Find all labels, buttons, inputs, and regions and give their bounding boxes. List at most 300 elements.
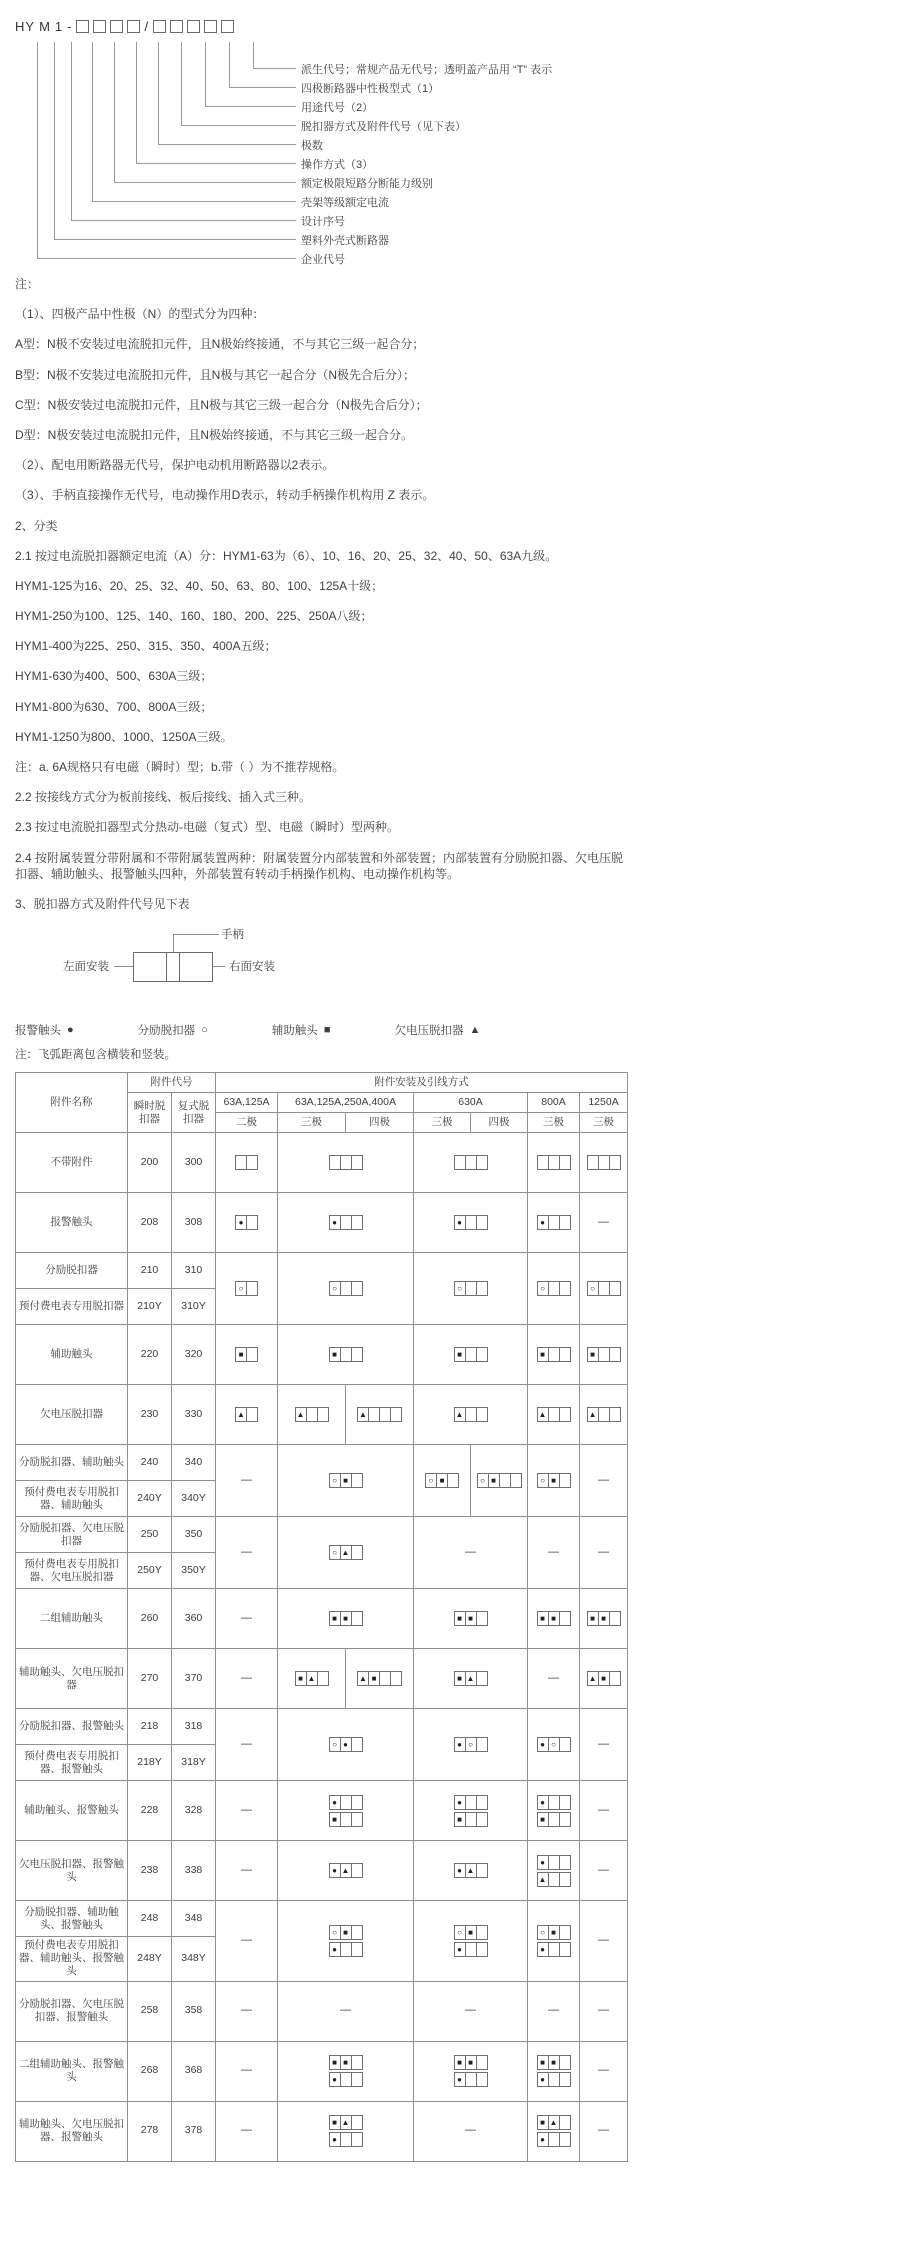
model-token: HY bbox=[15, 18, 36, 34]
col-header-rating-group: 63A,125A,250A,400A bbox=[278, 1093, 414, 1113]
classification-line: 2.1 按过电流脱扣器额定电流（A）分：HYM1-63为（6）、10、16、20、25、32、40、50、63A九级。 bbox=[15, 548, 558, 563]
install-diagram-cell bbox=[580, 1649, 628, 1709]
pole-row bbox=[537, 1281, 571, 1296]
pole-segment: ● bbox=[454, 1215, 466, 1230]
composite-code-cell: 360 bbox=[172, 1589, 216, 1649]
col-header-rating-group: 800A bbox=[528, 1093, 580, 1113]
model-box bbox=[170, 20, 183, 33]
table-row bbox=[16, 1589, 628, 1649]
composite-code-cell: 300 bbox=[172, 1133, 216, 1193]
pole-segment bbox=[476, 2072, 488, 2087]
pole-row bbox=[454, 1795, 488, 1810]
pole-row bbox=[537, 1925, 571, 1940]
instantaneous-code-cell: 200 bbox=[128, 1133, 172, 1193]
pole-row bbox=[537, 1795, 571, 1810]
pole-segment bbox=[476, 1863, 488, 1878]
pole-segment bbox=[476, 1281, 488, 1296]
col-header-rating-group: 63A,125A bbox=[216, 1093, 278, 1113]
pole-segment: ■ bbox=[340, 1925, 352, 1940]
not-available-cell: — bbox=[580, 1709, 628, 1781]
pole-diagram bbox=[416, 1473, 468, 1488]
pole-row bbox=[329, 2055, 363, 2070]
install-diagram-cell bbox=[414, 1589, 528, 1649]
pole-segment bbox=[351, 1942, 363, 1957]
section2-title: 2、分类 bbox=[15, 518, 58, 533]
instantaneous-code-cell: 250Y bbox=[128, 1553, 172, 1589]
pole-row bbox=[454, 1611, 488, 1626]
callout-line bbox=[136, 42, 137, 163]
pole-row bbox=[587, 1155, 621, 1170]
pole-segment: ■ bbox=[488, 1473, 500, 1488]
pole-diagram bbox=[280, 2115, 411, 2147]
install-diagram-cell bbox=[278, 1841, 414, 1901]
pole-segment: ● bbox=[537, 1795, 549, 1810]
handle-callout-line-drop bbox=[173, 934, 174, 952]
pole-segment: ● bbox=[537, 1215, 549, 1230]
left-mount-face bbox=[133, 952, 167, 982]
not-available-cell: — bbox=[278, 1981, 414, 2041]
pole-diagram bbox=[348, 1671, 411, 1686]
pole-row bbox=[537, 1407, 571, 1422]
pole-row bbox=[329, 1737, 363, 1752]
pole-segment: ■ bbox=[548, 1611, 560, 1626]
col-header-poles: 二极 bbox=[216, 1113, 278, 1133]
composite-code-cell: 318Y bbox=[172, 1745, 216, 1781]
pole-diagram bbox=[280, 1281, 411, 1296]
model-token: 1 bbox=[54, 18, 64, 34]
pole-diagram bbox=[582, 1611, 625, 1626]
pole-diagram bbox=[348, 1407, 411, 1422]
not-available-cell: — bbox=[216, 1589, 278, 1649]
install-diagram-cell bbox=[414, 1325, 528, 1385]
pole-segment bbox=[476, 1795, 488, 1810]
pole-diagram bbox=[280, 1671, 343, 1686]
callout-label: 操作方式（3） bbox=[301, 159, 374, 171]
handle-slot bbox=[166, 952, 180, 982]
not-available-cell: — bbox=[528, 1981, 580, 2041]
pole-segment: ■ bbox=[537, 1611, 549, 1626]
install-diagram-cell bbox=[216, 1133, 278, 1193]
pole-segment: ● bbox=[537, 2072, 549, 2087]
pole-row bbox=[235, 1347, 258, 1362]
classification-line: 2.2 按接线方式分为板前接线、板后接线、插入式三种。 bbox=[15, 790, 312, 805]
pole-diagram bbox=[280, 2055, 411, 2087]
pole-segment bbox=[559, 1407, 571, 1422]
classification-line: HYM1-1250为800、1000、1250A三级。 bbox=[15, 729, 233, 744]
pole-segment: ■ bbox=[548, 1925, 560, 1940]
accessory-name-cell: 不带附件 bbox=[16, 1133, 128, 1193]
pole-row bbox=[587, 1407, 621, 1422]
not-available-cell: — bbox=[216, 1649, 278, 1709]
pole-segment bbox=[390, 1671, 402, 1686]
pole-segment: ■ bbox=[329, 1347, 341, 1362]
accessory-name-cell: 分励脱扣器、报警触头 bbox=[16, 1709, 128, 1745]
pole-segment bbox=[510, 1473, 522, 1488]
install-diagram-cell bbox=[580, 1385, 628, 1445]
pole-diagram bbox=[530, 1925, 577, 1957]
pole-segment bbox=[351, 1737, 363, 1752]
install-diagram-cell bbox=[414, 1781, 528, 1841]
legend-symbol-shunt: ○ bbox=[201, 1024, 208, 1037]
col-header-instantaneous: 瞬时脱扣器 bbox=[128, 1093, 172, 1133]
accessory-name-cell: 分励脱扣器 bbox=[16, 1253, 128, 1289]
composite-code-cell: 350Y bbox=[172, 1553, 216, 1589]
pole-diagram bbox=[280, 1925, 411, 1957]
breaker-top-view bbox=[133, 952, 213, 982]
instantaneous-code-cell: 220 bbox=[128, 1325, 172, 1385]
pole-segment: ○ bbox=[465, 1737, 477, 1752]
callout-line bbox=[253, 42, 254, 68]
accessory-name-cell: 欠电压脱扣器、报警触头 bbox=[16, 1841, 128, 1901]
legend-symbol-alarm: ● bbox=[67, 1024, 74, 1037]
pole-segment: ■ bbox=[465, 1611, 477, 1626]
install-diagram-cell bbox=[528, 1445, 580, 1517]
legend-label: 辅助触头 bbox=[271, 1025, 318, 1038]
pole-row bbox=[587, 1671, 621, 1686]
pole-segment: ■ bbox=[340, 1473, 352, 1488]
col-header-poles: 三极 bbox=[278, 1113, 346, 1133]
install-diagram-cell bbox=[580, 1133, 628, 1193]
pole-row bbox=[537, 2132, 571, 2147]
pole-segment bbox=[476, 1155, 488, 1170]
document-content bbox=[15, 18, 635, 2162]
pole-segment: ■ bbox=[454, 1671, 466, 1686]
pole-segment: ■ bbox=[340, 1611, 352, 1626]
pole-segment: ■ bbox=[587, 1347, 599, 1362]
accessory-name-cell: 辅助触头 bbox=[16, 1325, 128, 1385]
pole-diagram bbox=[530, 1215, 577, 1230]
instantaneous-code-cell: 270 bbox=[128, 1649, 172, 1709]
note-line: （2）、配电用断路器无代号，保护电动机用断路器以2表示。 bbox=[15, 458, 335, 473]
pole-segment bbox=[559, 2132, 571, 2147]
accessory-name-cell: 二组辅助触头、报警触头 bbox=[16, 2041, 128, 2101]
pole-row bbox=[454, 1347, 488, 1362]
pole-diagram bbox=[473, 1473, 525, 1488]
right-mount-face bbox=[179, 952, 213, 982]
pole-segment: ■ bbox=[295, 1671, 307, 1686]
pole-diagram bbox=[530, 1611, 577, 1626]
accessory-name-cell: 分励脱扣器、辅助触头、报警触头 bbox=[16, 1901, 128, 1937]
pole-segment: ● bbox=[454, 1942, 466, 1957]
pole-row bbox=[587, 1611, 621, 1626]
pole-diagram bbox=[416, 2055, 525, 2087]
pole-row bbox=[454, 1863, 488, 1878]
pole-segment: ▲ bbox=[340, 2115, 352, 2130]
table-row bbox=[16, 1325, 628, 1385]
pole-row bbox=[537, 1942, 571, 1957]
pole-segment bbox=[351, 1281, 363, 1296]
callout-line bbox=[136, 163, 296, 164]
pole-diagram bbox=[280, 1215, 411, 1230]
mounting-figure bbox=[15, 926, 635, 1012]
pole-segment bbox=[390, 1407, 402, 1422]
install-diagram-cell bbox=[216, 1325, 278, 1385]
not-available-cell: — bbox=[216, 2041, 278, 2101]
pole-row bbox=[537, 1872, 571, 1887]
pole-segment bbox=[351, 2072, 363, 2087]
install-diagram-cell bbox=[278, 1133, 414, 1193]
legend-label: 分励脱扣器 bbox=[137, 1025, 196, 1038]
composite-code-cell: 328 bbox=[172, 1781, 216, 1841]
accessory-name-cell: 报警触头 bbox=[16, 1193, 128, 1253]
not-available-cell: — bbox=[414, 2101, 528, 2161]
not-available-cell: — bbox=[528, 1517, 580, 1589]
accessory-name-cell: 预付费电表专用脱扣器 bbox=[16, 1289, 128, 1325]
install-diagram-cell bbox=[278, 2101, 414, 2161]
pole-segment: ■ bbox=[329, 2055, 341, 2070]
install-diagram-cell bbox=[528, 1133, 580, 1193]
pole-segment bbox=[351, 1215, 363, 1230]
pole-diagram bbox=[280, 1545, 411, 1560]
not-available-cell: — bbox=[216, 1901, 278, 1981]
pole-segment bbox=[559, 2055, 571, 2070]
pole-segment: ▲ bbox=[306, 1671, 318, 1686]
model-box bbox=[221, 20, 234, 33]
pole-diagram bbox=[416, 1863, 525, 1878]
pole-segment: ● bbox=[235, 1215, 247, 1230]
install-diagram-cell bbox=[278, 1385, 346, 1445]
composite-code-cell: 320 bbox=[172, 1325, 216, 1385]
pole-row bbox=[454, 1155, 488, 1170]
install-diagram-cell bbox=[528, 1841, 580, 1901]
pole-segment: ○ bbox=[454, 1281, 466, 1296]
accessory-name-cell: 预付费电表专用脱扣器、辅助触头、报警触头 bbox=[16, 1937, 128, 1981]
pole-diagram bbox=[530, 2055, 577, 2087]
pole-segment bbox=[351, 1473, 363, 1488]
pole-row bbox=[454, 1407, 488, 1422]
table-row bbox=[16, 1385, 628, 1445]
install-diagram-cell bbox=[528, 1709, 580, 1781]
not-available-cell: — bbox=[580, 1841, 628, 1901]
table-row bbox=[16, 1841, 628, 1901]
pole-segment: ● bbox=[340, 1737, 352, 1752]
install-diagram-cell bbox=[414, 1445, 471, 1517]
not-available-cell: — bbox=[528, 1649, 580, 1709]
pole-diagram bbox=[218, 1407, 275, 1422]
pole-segment: ▲ bbox=[537, 1407, 549, 1422]
not-available-cell: — bbox=[216, 1841, 278, 1901]
pole-segment bbox=[559, 1155, 571, 1170]
pole-segment bbox=[317, 1671, 329, 1686]
pole-diagram bbox=[280, 1611, 411, 1626]
composite-code-cell: 370 bbox=[172, 1649, 216, 1709]
model-designation-diagram bbox=[15, 18, 635, 276]
composite-code-cell: 310Y bbox=[172, 1289, 216, 1325]
pole-segment: ■ bbox=[598, 1611, 610, 1626]
pole-segment: ● bbox=[329, 1942, 341, 1957]
pole-segment bbox=[476, 1671, 488, 1686]
pole-row bbox=[329, 1545, 363, 1560]
callout-label: 设计序号 bbox=[301, 216, 345, 228]
pole-row bbox=[329, 1942, 363, 1957]
pole-segment: ■ bbox=[454, 1611, 466, 1626]
table-row bbox=[16, 1133, 628, 1193]
pole-segment: ▲ bbox=[548, 2115, 560, 2130]
left-mount-label: 左面安装 bbox=[63, 961, 109, 974]
install-diagram-cell bbox=[216, 1385, 278, 1445]
table-row bbox=[16, 1445, 628, 1481]
pole-diagram bbox=[416, 1925, 525, 1957]
pole-segment: ■ bbox=[329, 2115, 341, 2130]
accessory-name-cell: 二组辅助触头 bbox=[16, 1589, 128, 1649]
pole-row bbox=[329, 1863, 363, 1878]
not-available-cell: — bbox=[414, 1981, 528, 2041]
pole-diagram bbox=[416, 1155, 525, 1170]
pole-segment bbox=[351, 1812, 363, 1827]
callout-line bbox=[37, 258, 296, 259]
not-available-cell: — bbox=[580, 1193, 628, 1253]
pole-segment: ○ bbox=[329, 1473, 341, 1488]
install-diagram-cell bbox=[346, 1385, 414, 1445]
pole-segment bbox=[351, 1347, 363, 1362]
pole-row bbox=[425, 1473, 459, 1488]
pole-segment bbox=[476, 1812, 488, 1827]
note-line: （1）、四极产品中性极（N）的型式分为四种： bbox=[15, 307, 265, 322]
model-string bbox=[15, 18, 635, 34]
col-header-accessory-code: 附件代号 bbox=[128, 1073, 216, 1093]
composite-code-cell: 348Y bbox=[172, 1937, 216, 1981]
pole-row bbox=[454, 1281, 488, 1296]
pole-segment bbox=[351, 2115, 363, 2130]
install-diagram-cell bbox=[278, 1253, 414, 1325]
callout-label: 企业代号 bbox=[301, 254, 345, 266]
install-diagram-cell bbox=[278, 1649, 346, 1709]
pole-diagram bbox=[416, 1795, 525, 1827]
pole-segment: ▲ bbox=[340, 1863, 352, 1878]
accessory-name-cell: 分励脱扣器、欠电压脱扣器 bbox=[16, 1517, 128, 1553]
classification-line: HYM1-125为16、20、25、32、40、50、63、80、100、125A十级； bbox=[15, 578, 384, 593]
pole-diagram bbox=[582, 1347, 625, 1362]
table-row bbox=[16, 1253, 628, 1289]
notes-section bbox=[15, 276, 635, 504]
composite-code-cell: 350 bbox=[172, 1517, 216, 1553]
pole-segment: ○ bbox=[537, 1281, 549, 1296]
pole-segment: ○ bbox=[537, 1473, 549, 1488]
pole-row bbox=[537, 2115, 571, 2130]
pole-row bbox=[329, 1215, 363, 1230]
col-header-poles: 四极 bbox=[471, 1113, 528, 1133]
pole-row bbox=[235, 1155, 258, 1170]
not-available-cell: — bbox=[414, 1517, 528, 1589]
composite-code-cell: 310 bbox=[172, 1253, 216, 1289]
install-diagram-cell bbox=[528, 1781, 580, 1841]
pole-segment: ▲ bbox=[340, 1545, 352, 1560]
pole-segment bbox=[609, 1155, 621, 1170]
pole-row bbox=[357, 1407, 402, 1422]
pole-segment: ■ bbox=[465, 1925, 477, 1940]
callout-line bbox=[205, 42, 206, 106]
instantaneous-code-cell: 228 bbox=[128, 1781, 172, 1841]
model-box bbox=[110, 20, 123, 33]
pole-segment: ■ bbox=[235, 1347, 247, 1362]
pole-segment: ▲ bbox=[235, 1407, 247, 1422]
composite-code-cell: 368 bbox=[172, 2041, 216, 2101]
install-diagram-cell bbox=[580, 1589, 628, 1649]
pole-segment bbox=[351, 2055, 363, 2070]
pole-segment: ■ bbox=[537, 2115, 549, 2130]
pole-diagram bbox=[280, 1155, 411, 1170]
not-available-cell: — bbox=[580, 2041, 628, 2101]
section2-paragraphs bbox=[15, 548, 635, 882]
legend-item bbox=[15, 1022, 74, 1038]
pole-segment bbox=[246, 1347, 258, 1362]
pole-diagram bbox=[218, 1215, 275, 1230]
pole-diagram bbox=[416, 1671, 525, 1686]
pole-segment: ● bbox=[329, 2132, 341, 2147]
pole-segment: ○ bbox=[548, 1737, 560, 1752]
pole-segment: ○ bbox=[329, 1737, 341, 1752]
pole-segment: ● bbox=[454, 1795, 466, 1810]
header-row bbox=[16, 1073, 628, 1093]
pole-row bbox=[329, 2132, 363, 2147]
handle-label: 手柄 bbox=[221, 929, 244, 942]
callout-line bbox=[181, 125, 296, 126]
pole-segment bbox=[559, 1737, 571, 1752]
model-box bbox=[93, 20, 106, 33]
pole-diagram bbox=[582, 1155, 625, 1170]
pole-row bbox=[329, 2072, 363, 2087]
legend-symbol-aux: ■ bbox=[323, 1024, 331, 1037]
callout-line bbox=[229, 87, 296, 88]
pole-diagram bbox=[416, 1407, 525, 1422]
right-mount-label: 右面安装 bbox=[229, 961, 275, 974]
pole-segment bbox=[609, 1281, 621, 1296]
pole-diagram bbox=[530, 1407, 577, 1422]
instantaneous-code-cell: 210Y bbox=[128, 1289, 172, 1325]
pole-segment: ■ bbox=[587, 1611, 599, 1626]
col-header-composite: 复式脱扣器 bbox=[172, 1093, 216, 1133]
pole-segment: ● bbox=[537, 1942, 549, 1957]
instantaneous-code-cell: 218Y bbox=[128, 1745, 172, 1781]
pole-diagram bbox=[218, 1155, 275, 1170]
left-mount-line bbox=[114, 966, 133, 967]
classification-line: HYM1-630为400、500、630A三级； bbox=[15, 669, 213, 684]
callout-label: 壳架等级额定电流 bbox=[301, 197, 389, 209]
note-line: （3）、手柄直接操作无代号，电动操作用D表示，转动手柄操作机构用 Z 表示。 bbox=[15, 488, 435, 503]
callout-line bbox=[114, 182, 296, 183]
pole-row bbox=[454, 2055, 488, 2070]
pole-segment bbox=[351, 1611, 363, 1626]
pole-row bbox=[295, 1671, 329, 1686]
instantaneous-code-cell: 238 bbox=[128, 1841, 172, 1901]
pole-diagram bbox=[280, 1863, 411, 1878]
pole-row bbox=[454, 1812, 488, 1827]
classification-line: 注：a. 6A规格只有电磁（瞬时）型；b.带（ ）为不推荐规格。 bbox=[15, 760, 345, 774]
pole-diagram bbox=[582, 1281, 625, 1296]
pole-row bbox=[537, 2072, 571, 2087]
pole-diagram bbox=[416, 1737, 525, 1752]
callout-line bbox=[37, 42, 38, 258]
pole-diagram bbox=[530, 1855, 577, 1887]
pole-segment: ■ bbox=[548, 2055, 560, 2070]
pole-segment: ● bbox=[329, 2072, 341, 2087]
pole-segment bbox=[476, 1942, 488, 1957]
table-row bbox=[16, 1981, 628, 2041]
pole-segment bbox=[476, 1347, 488, 1362]
pole-diagram bbox=[582, 1671, 625, 1686]
right-mount-line bbox=[213, 966, 225, 967]
pole-segment bbox=[609, 1407, 621, 1422]
classification-line: HYM1-800为630、700、800A三级； bbox=[15, 699, 213, 714]
install-diagram-cell bbox=[414, 1841, 528, 1901]
pole-segment: ● bbox=[537, 1855, 549, 1870]
accessory-name-cell: 辅助触头、欠电压脱扣器、报警触头 bbox=[16, 2101, 128, 2161]
pole-diagram bbox=[280, 1347, 411, 1362]
not-available-cell: — bbox=[216, 1445, 278, 1517]
pole-row bbox=[454, 2072, 488, 2087]
install-diagram-cell bbox=[528, 1325, 580, 1385]
pole-row bbox=[235, 1281, 258, 1296]
